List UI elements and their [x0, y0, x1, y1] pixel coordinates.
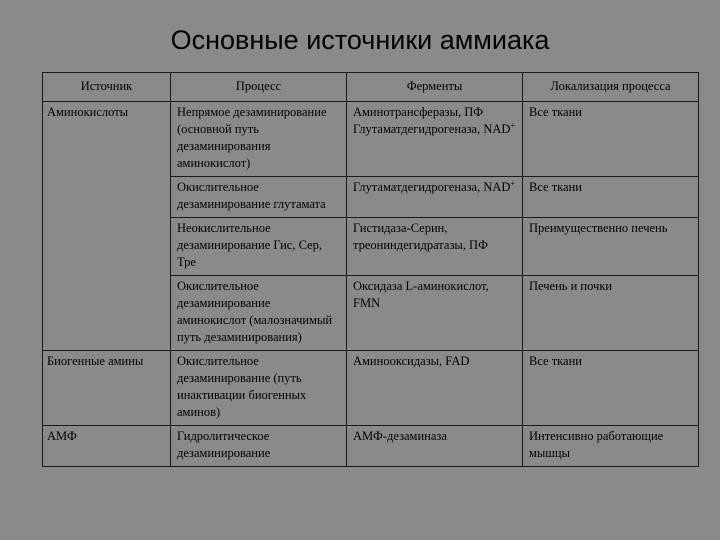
enzymes-text: Оксидаза L-аминокислот, FMN	[353, 279, 489, 310]
location-cell: Интенсивно работающие мышцы	[523, 426, 699, 467]
enzymes-text: Аминооксидазы, FAD	[353, 354, 470, 368]
table-header-row	[43, 73, 699, 102]
table-row	[43, 102, 699, 177]
enzymes-cell	[347, 351, 523, 426]
process-cell: Непрямое дезаминирование (основной путь дезаминирования аминокислот)	[171, 102, 347, 177]
enzymes-text: Гистидаза-Серин, треониндегидратазы, ПФ	[353, 221, 488, 252]
table-row	[43, 351, 699, 426]
location-cell: Все ткани	[523, 351, 699, 426]
enzymes-text: АМФ-дезаминаза	[353, 429, 447, 443]
process-cell: Окислительное дезаминирование аминокислот (малозначимый путь дезаминирования)	[171, 276, 347, 351]
enzymes-text: Аминотрансферазы, ПФ Глутаматдегидрогеназа, NAD	[353, 105, 511, 136]
location-cell: Все ткани	[523, 177, 699, 218]
table-row	[43, 426, 699, 467]
enzymes-cell	[347, 276, 523, 351]
page-title: Основные источники аммиака	[170, 25, 550, 55]
location-cell: Печень и почки	[523, 276, 699, 351]
ammonia-sources-table	[42, 72, 699, 467]
enzymes-cell	[347, 102, 523, 177]
process-cell: Окислительное дезаминирование (путь инактивации биогенных аминов)	[171, 351, 347, 426]
source-cell: АМФ	[43, 426, 171, 467]
enzymes-text: Глутаматдегидрогеназа, NAD	[353, 180, 511, 194]
enzymes-cell	[347, 426, 523, 467]
enzymes-cell	[347, 218, 523, 276]
header-process: Процесс	[171, 73, 347, 102]
header-location: Локализация процесса	[523, 73, 699, 102]
header-enzymes: Ферменты	[347, 73, 523, 102]
process-cell: Неокислительное дезаминирование Гис, Сер, Тре	[171, 218, 347, 276]
process-cell: Окислительное дезаминирование глутамата	[171, 177, 347, 218]
enzymes-superscript: +	[510, 178, 515, 188]
process-cell: Гидролитическое дезаминирование	[171, 426, 347, 467]
enzymes-superscript: +	[510, 120, 515, 130]
location-cell: Преимущественно печень	[523, 218, 699, 276]
source-cell: Биогенные амины	[43, 351, 171, 426]
header-source: Источник	[43, 73, 171, 102]
source-cell: Аминокислоты	[43, 102, 171, 351]
enzymes-cell	[347, 177, 523, 218]
location-cell: Все ткани	[523, 102, 699, 177]
